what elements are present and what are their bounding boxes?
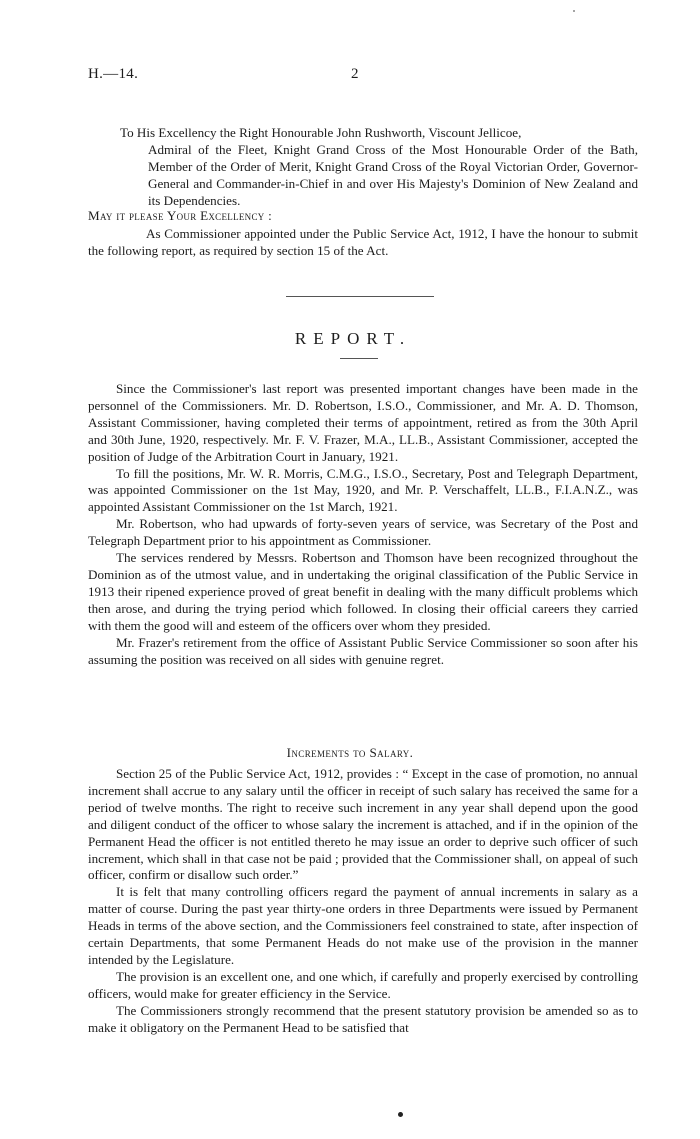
report-paragraph: Mr. Frazer's retirement from the office of Assistant Public Service Commissioner so soon after his assuming the position was received on all sides with genuine regret.	[88, 634, 638, 667]
document-reference: H.—14.	[88, 66, 139, 82]
page-number: 2	[351, 66, 359, 82]
section-paragraph: It is felt that many controlling officers regard the payment of annual increments in salary as a matter of course. During the past year thirty-one orders in three Departments were issued by Permanent Heads in terms of the above section, and the Commissioners feel constrained to state, after inspection of certain Departments, that some Permanent Heads do not make use of the provision in the manner intended by the Legislature.	[88, 884, 638, 967]
section-paragraph: The provision is an excellent one, and one which, if carefully and properly exercised by controlling officers, would make for greater efficiency in the Service.	[88, 968, 638, 1001]
report-body	[88, 381, 638, 668]
report-paragraph: The services rendered by Messrs. Robertson and Thomson have been recognized throughout the Dominion as of the utmost value, and in undertaking the original classification of the Public Service in 1913 their ripened experience proved of great benefit in dealing with the many difficult problems which then arose, and during the trying period which followed. In closing their official careers they carried with them the good will and esteem of the officers over whom they presided.	[88, 550, 638, 633]
report-paragraph: To fill the positions, Mr. W. R. Morris, C.M.G., I.S.O., Secretary, Post and Telegraph Department, was appointed Commissioner on the 1st May, 1920, and Mr. P. Verschaffelt, LL.B., F.I.A.N.Z., was appointed Assistant Commissioner on the 1st March, 1921.	[88, 465, 638, 515]
title-underline	[340, 358, 378, 359]
report-paragraph: Since the Commissioner's last report was presented important changes have been made in the personnel of the Commissioners. Mr. D. Robertson, I.S.O., Commissioner, and Mr. A. D. Thomson, Assistant Commissioner, having completed their terms of appointment, retired as from the 30th April and 30th June, 1920, respectively. Mr. F. V. Frazer, M.A., LL.B., Assistant Commissioner, accepted the position of Judge of the Arbitration Court in January, 1921.	[88, 381, 638, 464]
address-first-line: To His Excellency the Right Honourable John Rushworth, Viscount Jellicoe,	[120, 125, 522, 140]
salutation: May it please Your Excellency :	[88, 208, 273, 223]
report-paragraph: Mr. Robertson, who had upwards of forty-seven years of service, was Secretary of the Post and Telegraph Department prior to his appointment as Commissioner.	[88, 516, 638, 549]
address-continuation: Admiral of the Fleet, Knight Grand Cross of the Most Honourable Order of the Bath, Member of the Order of Merit, Knight Grand Cross of the Royal Victorian Order, Governor-General and Commander-in-Chief in and over His Majesty's Dominion of New Zealand and its Dependencies.	[148, 141, 638, 208]
report-title: REPORT.	[294, 329, 412, 348]
section-divider	[286, 296, 434, 297]
section-body	[88, 766, 638, 1037]
page-mark	[398, 1112, 403, 1117]
address-block	[120, 125, 638, 210]
speck-mark	[573, 10, 575, 12]
section-paragraph: Section 25 of the Public Service Act, 1912, provides : “ Except in the case of promotion, no annual increment shall accrue to any salary until the officer in receipt of such salary has received the same for a period of twelve months. The right to receive such increment in any year shall depend upon the good and diligent conduct of the officer to whose salary the increment is attached, and if in the opinion of the Permanent Head the officer is not entitled thereto he may issue an order to deprive such officer of such increment, which shall in that case not be paid ; provided that the Commissioner shall, on appeal of such officer, confirm or disallow such order.”	[88, 766, 638, 883]
section-paragraph: The Commissioners strongly recommend that the present statutory provision be amended so as to make it obligatory on the Permanent Head to be satisfied that	[88, 1002, 638, 1035]
section-heading: Increments to Salary.	[286, 745, 414, 760]
intro-paragraph: As Commissioner appointed under the Public Service Act, 1912, I have the honour to submit the following report, as required by section 15 of the Act.	[88, 226, 638, 258]
